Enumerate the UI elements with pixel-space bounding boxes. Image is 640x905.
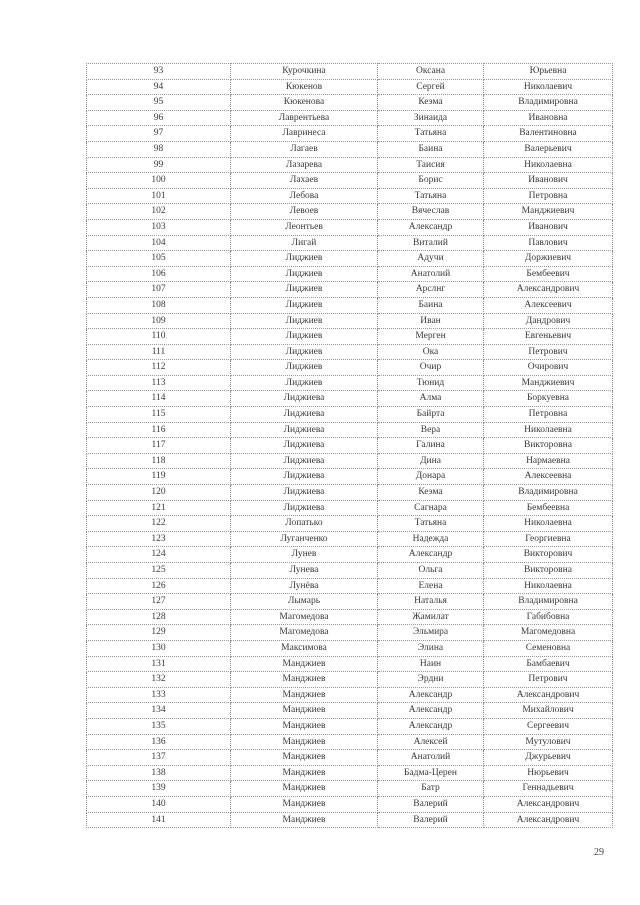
last-name-cell: Лиджиева bbox=[231, 500, 378, 516]
last-name-cell: Манджиев bbox=[231, 672, 378, 688]
patronymic-cell: Викторович bbox=[484, 547, 613, 563]
first-name-cell: Александр bbox=[378, 718, 484, 734]
table-row bbox=[87, 812, 613, 828]
row-number-cell: 100 bbox=[87, 173, 231, 189]
first-name-cell: Валерий bbox=[378, 796, 484, 812]
table-row bbox=[87, 407, 613, 423]
last-name-cell: Манджиев bbox=[231, 781, 378, 797]
row-number-cell: 115 bbox=[87, 407, 231, 423]
table-row bbox=[87, 438, 613, 454]
patronymic-cell: Александрович bbox=[484, 796, 613, 812]
table-row bbox=[87, 173, 613, 189]
patronymic-cell: Викторовна bbox=[484, 438, 613, 454]
first-name-cell: Наин bbox=[378, 656, 484, 672]
first-name-cell: Оксана bbox=[378, 64, 484, 80]
table-row bbox=[87, 485, 613, 501]
row-number-cell: 109 bbox=[87, 313, 231, 329]
first-name-cell: Александр bbox=[378, 219, 484, 235]
patronymic-cell: Александрович bbox=[484, 282, 613, 298]
last-name-cell: Лопатько bbox=[231, 516, 378, 532]
patronymic-cell: Доржиевич bbox=[484, 251, 613, 267]
last-name-cell: Манджиев bbox=[231, 812, 378, 828]
last-name-cell: Лиджиев bbox=[231, 360, 378, 376]
patronymic-cell: Бамбаевич bbox=[484, 656, 613, 672]
table-row bbox=[87, 391, 613, 407]
patronymic-cell: Владимировна bbox=[484, 95, 613, 111]
last-name-cell: Манджиев bbox=[231, 750, 378, 766]
first-name-cell: Донара bbox=[378, 469, 484, 485]
first-name-cell: Анатолий bbox=[378, 750, 484, 766]
row-number-cell: 118 bbox=[87, 453, 231, 469]
patronymic-cell: Мутулович bbox=[484, 734, 613, 750]
patronymic-cell: Габибовна bbox=[484, 609, 613, 625]
table-row bbox=[87, 703, 613, 719]
table-row bbox=[87, 578, 613, 594]
first-name-cell: Зинаида bbox=[378, 110, 484, 126]
first-name-cell: Галина bbox=[378, 438, 484, 454]
table-row bbox=[87, 781, 613, 797]
table-row bbox=[87, 251, 613, 267]
first-name-cell: Борис bbox=[378, 173, 484, 189]
last-name-cell: Лавринеса bbox=[231, 126, 378, 142]
row-number-cell: 110 bbox=[87, 329, 231, 345]
first-name-cell: Татьяна bbox=[378, 188, 484, 204]
first-name-cell: Баина bbox=[378, 297, 484, 313]
first-name-cell: Александр bbox=[378, 547, 484, 563]
last-name-cell: Курочкина bbox=[231, 64, 378, 80]
row-number-cell: 123 bbox=[87, 531, 231, 547]
patronymic-cell: Боркуевна bbox=[484, 391, 613, 407]
patronymic-cell: Петрович bbox=[484, 344, 613, 360]
last-name-cell: Лагаев bbox=[231, 141, 378, 157]
patronymic-cell: Георгиевна bbox=[484, 531, 613, 547]
row-number-cell: 121 bbox=[87, 500, 231, 516]
patronymic-cell: Николаевна bbox=[484, 578, 613, 594]
table-row bbox=[87, 126, 613, 142]
first-name-cell: Дина bbox=[378, 453, 484, 469]
last-name-cell: Лебова bbox=[231, 188, 378, 204]
patronymic-cell: Михайлович bbox=[484, 703, 613, 719]
last-name-cell: Лиджиев bbox=[231, 282, 378, 298]
row-number-cell: 138 bbox=[87, 765, 231, 781]
patronymic-cell: Петровна bbox=[484, 188, 613, 204]
table-row bbox=[87, 718, 613, 734]
row-number-cell: 139 bbox=[87, 781, 231, 797]
row-number-cell: 129 bbox=[87, 625, 231, 641]
table-row bbox=[87, 297, 613, 313]
last-name-cell: Магомедова bbox=[231, 625, 378, 641]
patronymic-cell: Николаевна bbox=[484, 157, 613, 173]
patronymic-cell: Дандрович bbox=[484, 313, 613, 329]
last-name-cell: Лунёва bbox=[231, 578, 378, 594]
table-row bbox=[87, 282, 613, 298]
table-row bbox=[87, 531, 613, 547]
table-row bbox=[87, 79, 613, 95]
row-number-cell: 93 bbox=[87, 64, 231, 80]
patronymic-cell: Манджиевич bbox=[484, 204, 613, 220]
last-name-cell: Левоев bbox=[231, 204, 378, 220]
table-row bbox=[87, 656, 613, 672]
row-number-cell: 94 bbox=[87, 79, 231, 95]
row-number-cell: 120 bbox=[87, 485, 231, 501]
row-number-cell: 96 bbox=[87, 110, 231, 126]
patronymic-cell: Очирович bbox=[484, 360, 613, 376]
row-number-cell: 133 bbox=[87, 687, 231, 703]
table-row bbox=[87, 375, 613, 391]
table-row bbox=[87, 313, 613, 329]
table-row bbox=[87, 453, 613, 469]
table-row bbox=[87, 141, 613, 157]
last-name-cell: Лиджиева bbox=[231, 407, 378, 423]
row-number-cell: 113 bbox=[87, 375, 231, 391]
patronymic-cell: Валентиновна bbox=[484, 126, 613, 142]
patronymic-cell: Александрович bbox=[484, 687, 613, 703]
last-name-cell: Лиджиев bbox=[231, 329, 378, 345]
row-number-cell: 136 bbox=[87, 734, 231, 750]
patronymic-cell: Владимировна bbox=[484, 485, 613, 501]
table-row bbox=[87, 157, 613, 173]
row-number-cell: 124 bbox=[87, 547, 231, 563]
table-row bbox=[87, 516, 613, 532]
row-number-cell: 98 bbox=[87, 141, 231, 157]
patronymic-cell: Бембеевна bbox=[484, 500, 613, 516]
table-row bbox=[87, 609, 613, 625]
last-name-cell: Лигай bbox=[231, 235, 378, 251]
last-name-cell: Лымарь bbox=[231, 594, 378, 610]
first-name-cell: Тюнид bbox=[378, 375, 484, 391]
first-name-cell: Валерий bbox=[378, 812, 484, 828]
last-name-cell: Лиджиева bbox=[231, 453, 378, 469]
first-name-cell: Сергей bbox=[378, 79, 484, 95]
last-name-cell: Манджиев bbox=[231, 765, 378, 781]
first-name-cell: Очир bbox=[378, 360, 484, 376]
table-row bbox=[87, 672, 613, 688]
patronymic-cell: Сергеевич bbox=[484, 718, 613, 734]
patronymic-cell: Петрович bbox=[484, 672, 613, 688]
table-row bbox=[87, 360, 613, 376]
row-number-cell: 128 bbox=[87, 609, 231, 625]
table-row bbox=[87, 563, 613, 579]
row-number-cell: 97 bbox=[87, 126, 231, 142]
last-name-cell: Лиджиев bbox=[231, 313, 378, 329]
table-row bbox=[87, 266, 613, 282]
first-name-cell: Баина bbox=[378, 141, 484, 157]
table-row bbox=[87, 547, 613, 563]
first-name-cell: Бадма-Церен bbox=[378, 765, 484, 781]
first-name-cell: Татьяна bbox=[378, 126, 484, 142]
table-row bbox=[87, 594, 613, 610]
first-name-cell: Татьяна bbox=[378, 516, 484, 532]
first-name-cell: Анатолий bbox=[378, 266, 484, 282]
row-number-cell: 125 bbox=[87, 563, 231, 579]
patronymic-cell: Алексеевич bbox=[484, 297, 613, 313]
first-name-cell: Жамилат bbox=[378, 609, 484, 625]
patronymic-cell: Юрьевна bbox=[484, 64, 613, 80]
row-number-cell: 105 bbox=[87, 251, 231, 267]
row-number-cell: 101 bbox=[87, 188, 231, 204]
last-name-cell: Манджиев bbox=[231, 734, 378, 750]
last-name-cell: Максимова bbox=[231, 640, 378, 656]
first-name-cell: Надежда bbox=[378, 531, 484, 547]
last-name-cell: Кюкенов bbox=[231, 79, 378, 95]
last-name-cell: Манджиев bbox=[231, 703, 378, 719]
last-name-cell: Кюкенова bbox=[231, 95, 378, 111]
first-name-cell: Ольга bbox=[378, 563, 484, 579]
row-number-cell: 111 bbox=[87, 344, 231, 360]
patronymic-cell: Владимировна bbox=[484, 594, 613, 610]
table-row bbox=[87, 64, 613, 80]
first-name-cell: Кеэма bbox=[378, 485, 484, 501]
last-name-cell: Лиджиева bbox=[231, 438, 378, 454]
patronymic-cell: Ивановна bbox=[484, 110, 613, 126]
first-name-cell: Наталья bbox=[378, 594, 484, 610]
patronymic-cell: Бембеевич bbox=[484, 266, 613, 282]
last-name-cell: Лиджиев bbox=[231, 344, 378, 360]
first-name-cell: Адучи bbox=[378, 251, 484, 267]
patronymic-cell: Геннадьевич bbox=[484, 781, 613, 797]
first-name-cell: Елена bbox=[378, 578, 484, 594]
first-name-cell: Вера bbox=[378, 422, 484, 438]
table-row bbox=[87, 796, 613, 812]
row-number-cell: 122 bbox=[87, 516, 231, 532]
first-name-cell: Виталий bbox=[378, 235, 484, 251]
patronymic-cell: Николаевна bbox=[484, 422, 613, 438]
roster-table bbox=[86, 63, 613, 828]
first-name-cell: Кеэма bbox=[378, 95, 484, 111]
table-row bbox=[87, 204, 613, 220]
first-name-cell: Арслнг bbox=[378, 282, 484, 298]
page-number: 29 bbox=[594, 847, 604, 858]
row-number-cell: 141 bbox=[87, 812, 231, 828]
patronymic-cell: Павлович bbox=[484, 235, 613, 251]
last-name-cell: Лунев bbox=[231, 547, 378, 563]
last-name-cell: Лахаев bbox=[231, 173, 378, 189]
roster-table-body bbox=[87, 64, 613, 828]
patronymic-cell: Евгеньевич bbox=[484, 329, 613, 345]
first-name-cell: Сагнара bbox=[378, 500, 484, 516]
last-name-cell: Лиджиев bbox=[231, 266, 378, 282]
row-number-cell: 99 bbox=[87, 157, 231, 173]
table-row bbox=[87, 422, 613, 438]
row-number-cell: 140 bbox=[87, 796, 231, 812]
last-name-cell: Лиджиева bbox=[231, 485, 378, 501]
last-name-cell: Лаврентьева bbox=[231, 110, 378, 126]
patronymic-cell: Александрович bbox=[484, 812, 613, 828]
row-number-cell: 106 bbox=[87, 266, 231, 282]
patronymic-cell: Викторовна bbox=[484, 563, 613, 579]
table-row bbox=[87, 750, 613, 766]
last-name-cell: Лиджиев bbox=[231, 251, 378, 267]
last-name-cell: Луганченко bbox=[231, 531, 378, 547]
patronymic-cell: Николаевич bbox=[484, 79, 613, 95]
table-row bbox=[87, 765, 613, 781]
row-number-cell: 107 bbox=[87, 282, 231, 298]
row-number-cell: 127 bbox=[87, 594, 231, 610]
table-row bbox=[87, 469, 613, 485]
last-name-cell: Манджиев bbox=[231, 656, 378, 672]
table-row bbox=[87, 625, 613, 641]
last-name-cell: Лиджиева bbox=[231, 391, 378, 407]
patronymic-cell: Нюрьевич bbox=[484, 765, 613, 781]
table-row bbox=[87, 734, 613, 750]
row-number-cell: 131 bbox=[87, 656, 231, 672]
row-number-cell: 116 bbox=[87, 422, 231, 438]
table-row bbox=[87, 188, 613, 204]
patronymic-cell: Джурьевич bbox=[484, 750, 613, 766]
last-name-cell: Манджиев bbox=[231, 718, 378, 734]
table-row bbox=[87, 110, 613, 126]
last-name-cell: Манджиев bbox=[231, 687, 378, 703]
table-row bbox=[87, 687, 613, 703]
first-name-cell: Алексей bbox=[378, 734, 484, 750]
first-name-cell: Иван bbox=[378, 313, 484, 329]
row-number-cell: 114 bbox=[87, 391, 231, 407]
last-name-cell: Лиджиев bbox=[231, 297, 378, 313]
last-name-cell: Лиджиев bbox=[231, 375, 378, 391]
row-number-cell: 135 bbox=[87, 718, 231, 734]
row-number-cell: 104 bbox=[87, 235, 231, 251]
table-row bbox=[87, 500, 613, 516]
row-number-cell: 137 bbox=[87, 750, 231, 766]
last-name-cell: Леонтьев bbox=[231, 219, 378, 235]
patronymic-cell: Иванович bbox=[484, 219, 613, 235]
last-name-cell: Лиджиева bbox=[231, 469, 378, 485]
table-row bbox=[87, 329, 613, 345]
first-name-cell: Элина bbox=[378, 640, 484, 656]
patronymic-cell: Иванович bbox=[484, 173, 613, 189]
last-name-cell: Лиджиева bbox=[231, 422, 378, 438]
row-number-cell: 134 bbox=[87, 703, 231, 719]
table-row bbox=[87, 235, 613, 251]
row-number-cell: 126 bbox=[87, 578, 231, 594]
first-name-cell: Таисия bbox=[378, 157, 484, 173]
patronymic-cell: Николаевна bbox=[484, 516, 613, 532]
row-number-cell: 112 bbox=[87, 360, 231, 376]
first-name-cell: Ока bbox=[378, 344, 484, 360]
patronymic-cell: Манджиевич bbox=[484, 375, 613, 391]
first-name-cell: Мерген bbox=[378, 329, 484, 345]
patronymic-cell: Семеновна bbox=[484, 640, 613, 656]
last-name-cell: Манджиев bbox=[231, 796, 378, 812]
first-name-cell: Вячеслав bbox=[378, 204, 484, 220]
first-name-cell: Алма bbox=[378, 391, 484, 407]
patronymic-cell: Алексеевна bbox=[484, 469, 613, 485]
first-name-cell: Александр bbox=[378, 703, 484, 719]
first-name-cell: Александр bbox=[378, 687, 484, 703]
first-name-cell: Эльмира bbox=[378, 625, 484, 641]
table-row bbox=[87, 219, 613, 235]
row-number-cell: 95 bbox=[87, 95, 231, 111]
row-number-cell: 102 bbox=[87, 204, 231, 220]
first-name-cell: Эрдни bbox=[378, 672, 484, 688]
last-name-cell: Лунева bbox=[231, 563, 378, 579]
last-name-cell: Магомедова bbox=[231, 609, 378, 625]
row-number-cell: 108 bbox=[87, 297, 231, 313]
patronymic-cell: Петровна bbox=[484, 407, 613, 423]
row-number-cell: 130 bbox=[87, 640, 231, 656]
row-number-cell: 119 bbox=[87, 469, 231, 485]
last-name-cell: Лазарева bbox=[231, 157, 378, 173]
first-name-cell: Батр bbox=[378, 781, 484, 797]
table-row bbox=[87, 95, 613, 111]
row-number-cell: 117 bbox=[87, 438, 231, 454]
row-number-cell: 132 bbox=[87, 672, 231, 688]
table-row bbox=[87, 344, 613, 360]
patronymic-cell: Магомедовна bbox=[484, 625, 613, 641]
patronymic-cell: Нармаевна bbox=[484, 453, 613, 469]
first-name-cell: Байрта bbox=[378, 407, 484, 423]
table-row bbox=[87, 640, 613, 656]
patronymic-cell: Валерьевич bbox=[484, 141, 613, 157]
row-number-cell: 103 bbox=[87, 219, 231, 235]
